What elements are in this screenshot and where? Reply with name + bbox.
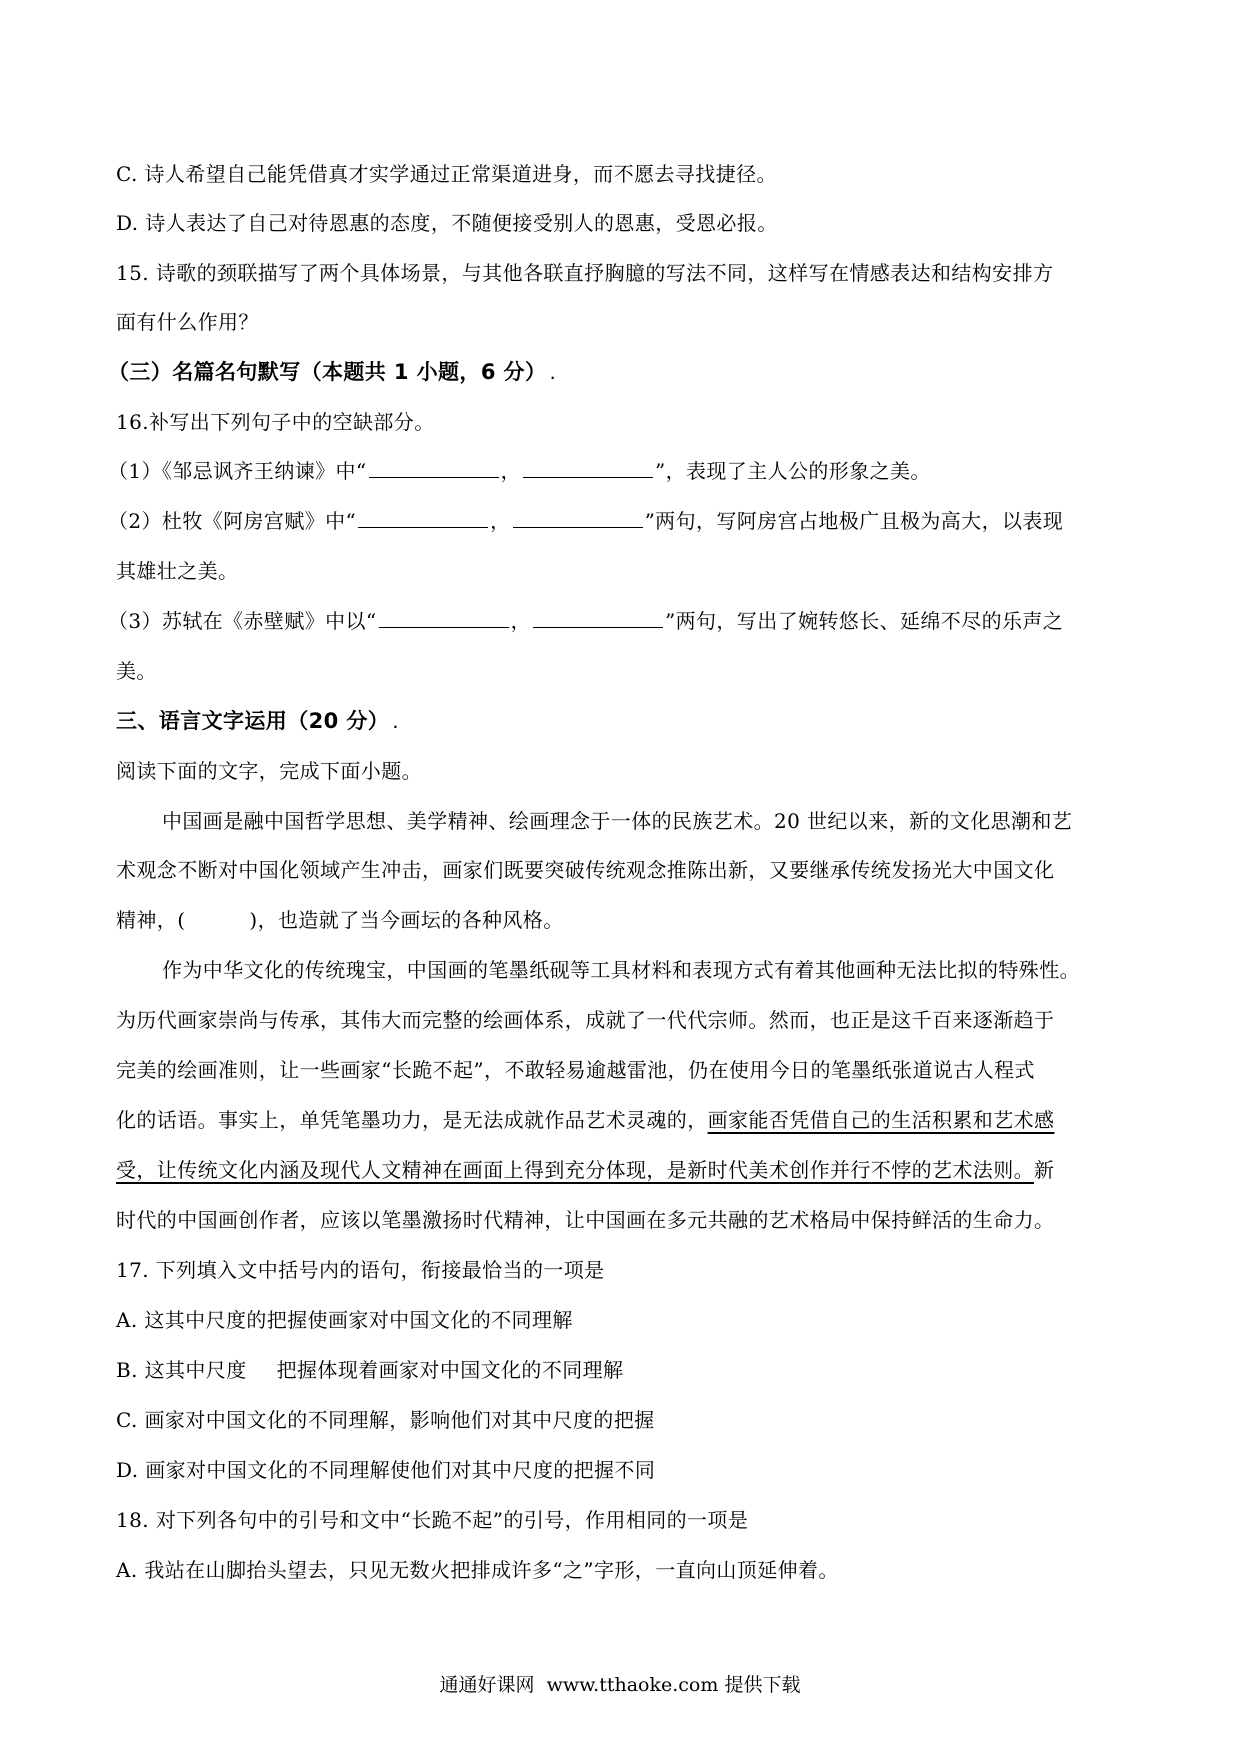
- q16-item-3-cont: 美。: [116, 659, 157, 683]
- fill-blank[interactable]: [369, 457, 499, 478]
- fill-blank[interactable]: [523, 457, 653, 478]
- q16-item-1-suffix: ”，表现了主人公的形象之美。: [654, 459, 931, 483]
- fill-blank[interactable]: [379, 607, 509, 628]
- q17-option-b: [116, 1356, 1136, 1384]
- para2-line5-tail: 新: [1034, 1158, 1055, 1182]
- footer-site-name: 通通好课网: [439, 1674, 535, 1696]
- passage-para1-line2: 术观念不断对中国化领域产生冲击，画家们既要突破传统观念推陈出新，又要继承传统发扬光大中国文化: [116, 858, 1055, 882]
- q17-option-a: A. 这其中尺度的把握使画家对中国文化的不同理解: [116, 1308, 573, 1332]
- para2-line4-plain: 化的话语。事实上，单凭笔墨功力，是无法成就作品艺术灵魂的，: [116, 1108, 708, 1132]
- q16-item-3-suffix: ”两句，写出了婉转悠长、延绵不尽的乐声之: [664, 609, 1064, 633]
- underlined-sentence-part2: 受，让传统文化内涵及现代人文精神在画面上得到充分体现，是新时代美术创作并行不悖的艺术法则。: [116, 1158, 1034, 1182]
- q16-item-2-cont: 其雄壮之美。: [116, 559, 239, 583]
- passage-para1-line1: 中国画是融中国哲学思想、美学精神、绘画理念于一体的民族艺术。20 世纪以来，新的文化思潮和艺: [162, 809, 1073, 833]
- fill-blank[interactable]: [513, 507, 643, 528]
- section-heading-language: 三、语言文字运用（20 分） .: [116, 709, 399, 733]
- q16-item-3-mid: ，: [510, 609, 531, 633]
- q16-item-2: [108, 507, 1128, 535]
- passage-para2-line4: [116, 1106, 1136, 1134]
- q16-item-3-prefix: （3）苏轼在《赤壁赋》中以“: [108, 609, 377, 633]
- q18-option-a: A. 我站在山脚抬头望去，只见无数火把排成许多“之”字形，一直向山顶延伸着。: [116, 1558, 839, 1582]
- passage-para2-line6: 时代的中国画创作者，应该以笔墨激扬时代精神，让中国画在多元共融的艺术格局中保持鲜活的生命力。: [116, 1208, 1055, 1232]
- section-heading-text: （三）名篇名句默写（本题共 1 小题，6 分）: [108, 360, 547, 384]
- q16-item-1-prefix: （1）《邹忌讽齐王纳谏》中“: [108, 459, 367, 483]
- fill-blank[interactable]: [533, 607, 663, 628]
- passage-para2-line1: 作为中华文化的传统瑰宝，中国画的笔墨纸砚等工具材料和表现方式有着其他画种无法比拟的特殊性。: [162, 958, 1080, 982]
- option-d-top: D. 诗人表达了自己对待恩惠的态度，不随便接受别人的恩惠，受恩必报。: [116, 211, 778, 235]
- q16-item-2-prefix: （2）杜牧《阿房宫赋》中“: [108, 509, 357, 533]
- question-15-line1: 15. 诗歌的颈联描写了两个具体场景，与其他各联直抒胸臆的写法不同，这样写在情感表达和结构安排方: [116, 261, 1054, 285]
- section-heading-language-text: 三、语言文字运用（20 分）: [116, 709, 390, 733]
- q16-item-3: [108, 607, 1128, 635]
- para1-before-bracket: 精神，(: [116, 908, 186, 932]
- footer-url[interactable]: www.tthaoke.com: [546, 1674, 719, 1696]
- q17-option-b-part2: 把握体现着画家对中国文化的不同理解: [276, 1358, 624, 1382]
- question-17-stem: 17. 下列填入文中括号内的语句，衔接最恰当的一项是: [116, 1258, 605, 1282]
- passage-para2-line2: 为历代画家崇尚与传承，其伟大而完整的绘画体系，成就了一代代宗师。然而，也正是这千百来逐渐趋于: [116, 1008, 1055, 1032]
- question-16-stem: 16.补写出下列句子中的空缺部分。: [116, 410, 435, 434]
- q17-option-d: D. 画家对中国文化的不同理解使他们对其中尺度的把握不同: [116, 1458, 656, 1482]
- q17-option-c: C. 画家对中国文化的不同理解，影响他们对其中尺度的把握: [116, 1408, 655, 1432]
- underlined-sentence-part1: 画家能否凭借自己的生活积累和艺术感: [707, 1108, 1055, 1132]
- passage-para2-line5: [116, 1156, 1136, 1184]
- q16-item-2-suffix: ”两句，写阿房宫占地极广且极为高大，以表现: [644, 509, 1064, 533]
- question-15-line2: 面有什么作用？: [116, 310, 259, 334]
- question-18-stem: 18. 对下列各句中的引号和文中“长跪不起”的引号，作用相同的一项是: [116, 1508, 749, 1532]
- q17-option-b-part1: B. 这其中尺度: [116, 1358, 247, 1382]
- passage-para2-line3: 完美的绘画准则，让一些画家“长跪不起”，不敢轻易逾越雷池，仍在使用今日的笔墨纸张道说古人程式: [116, 1058, 1035, 1082]
- para1-after-bracket: )，也造就了当今画坛的各种风格。: [249, 908, 564, 932]
- option-c-top: C. 诗人希望自己能凭借真才实学通过正常渠道进身，而不愿去寻找捷径。: [116, 162, 777, 186]
- q16-item-2-mid: ，: [490, 509, 511, 533]
- footer-suffix: 提供下载: [724, 1674, 801, 1696]
- reading-instruction: 阅读下面的文字，完成下面小题。: [116, 759, 422, 783]
- page-footer: [0, 1672, 1240, 1698]
- section-heading-recitation: （三）名篇名句默写（本题共 1 小题，6 分） .: [108, 360, 556, 384]
- q16-item-1: [108, 457, 1128, 485]
- passage-para1-line3: [116, 906, 1136, 934]
- fill-blank[interactable]: [358, 507, 488, 528]
- q16-item-1-mid: ，: [500, 459, 521, 483]
